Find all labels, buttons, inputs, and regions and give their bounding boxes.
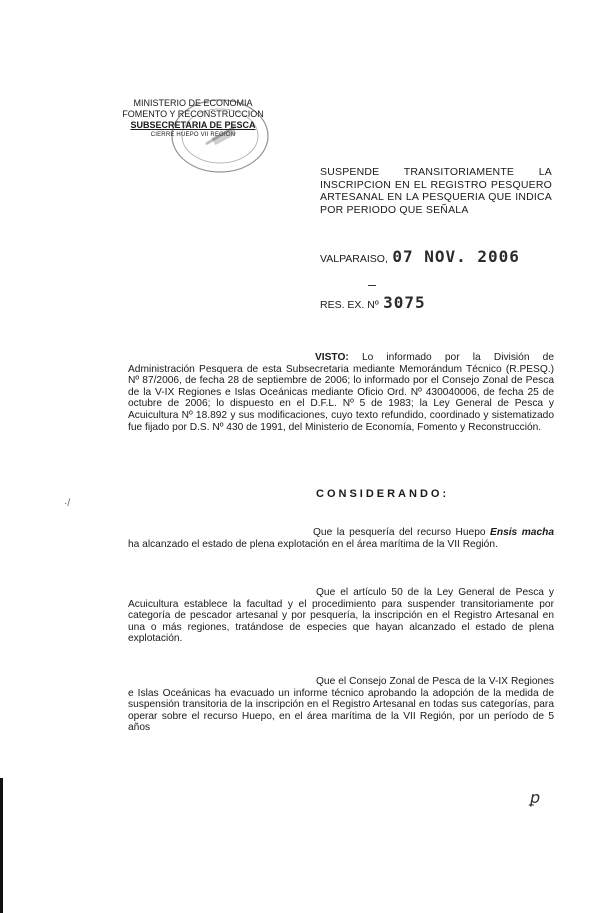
- ministry-name: MINISTERIO DE ECONOMIA: [133, 98, 253, 108]
- ministry-subtitle: FOMENTO Y RECONSTRUCCION: [122, 109, 264, 119]
- resolution-number: [320, 293, 426, 313]
- summary-line: SUSPENDE TRANSITORIAMENTE LA: [320, 166, 552, 178]
- resolution-number-stamp: 3075: [383, 293, 426, 312]
- clause-1: [128, 527, 554, 550]
- considerando-heading: CONSIDERANDO:: [316, 488, 450, 500]
- clause-3-text: Que el Consejo Zonal de Pesca de la V-IX Regiones e Islas Oceánicas ha evacuado un informe técnico aprobando la adopción de la medida de suspensión transitoria de la inscripción en el Registro Artesanal en todas sus categorías, para operar sobre el recurso Huepo, en el área marítima de la VII Región, por un período de 5 años: [128, 676, 554, 734]
- species-name: Ensis macha: [490, 527, 554, 538]
- divider: [368, 285, 376, 286]
- letterhead: [108, 98, 278, 139]
- resolution-summary: [320, 166, 552, 216]
- handwritten-initial: ꝑ: [530, 790, 541, 807]
- visto-paragraph: [128, 352, 554, 433]
- clause-2: [128, 587, 554, 645]
- date-stamp: 07 NOV. 2006: [392, 247, 520, 266]
- margin-mark: ·/: [64, 498, 71, 509]
- visto-text: Lo informado por la División de Administración Pesquera de esta Subsecretaria mediante Memorándum Técnico (R.PESQ.) Nº 87/2006, de fecha 28 de septiembre de 2006; lo informado por el Consejo Zonal de Pesca de la V-IX Regiones e Islas Oceánicas mediante Oficio Ord. Nº 430040006, de fecha 25 de octubre de 2006; lo dispuesto en el D.F.L. Nº 5 de 1983; la Ley General de Pesca y Acuicultura Nº 18.892 y sus modificaciones, cuyo texto refundido, coordinado y sistematizado fue fijado por D.S. Nº 430 de 1991, del Ministerio de Economía, Fomento y Reconstrucción.: [128, 352, 554, 433]
- clause-2-text: Que el artículo 50 de la Ley General de Pesca y Acuicultura establece la facultad y el procedimiento para suspender transitoriamente por categoría de pescador artesanal y por pesquería, la inscripción en el Registro Artesanal en una o más regiones, tratándose de especies que hayan alcanzado el estado de plena explotación.: [128, 587, 554, 645]
- subsecretariat-name: SUBSECRETARIA DE PESCA: [130, 120, 256, 130]
- visto-label: VISTO:: [315, 352, 349, 363]
- summary-line: INSCRIPCION EN EL REGISTRO PESQUERO: [320, 178, 552, 191]
- clause-1-text: Que la pesquería del recurso Huepo: [313, 527, 486, 538]
- place-name: VALPARAISO,: [320, 253, 388, 265]
- scan-edge-bar: [0, 778, 3, 913]
- summary-line: ARTESANAL EN LA PESQUERIA QUE INDICA: [320, 191, 552, 203]
- clause-3: [128, 676, 554, 734]
- summary-line: POR PERIODO QUE SEÑALA: [320, 203, 469, 216]
- document-reference: CIERRE HUEPO VII REGION: [150, 132, 236, 138]
- clause-1-text-end: ha alcanzado el estado de plena explotación en el área marítima de la VII Región.: [128, 538, 498, 550]
- place-and-date: [320, 247, 520, 269]
- resolution-label: RES. EX. Nº: [320, 299, 379, 311]
